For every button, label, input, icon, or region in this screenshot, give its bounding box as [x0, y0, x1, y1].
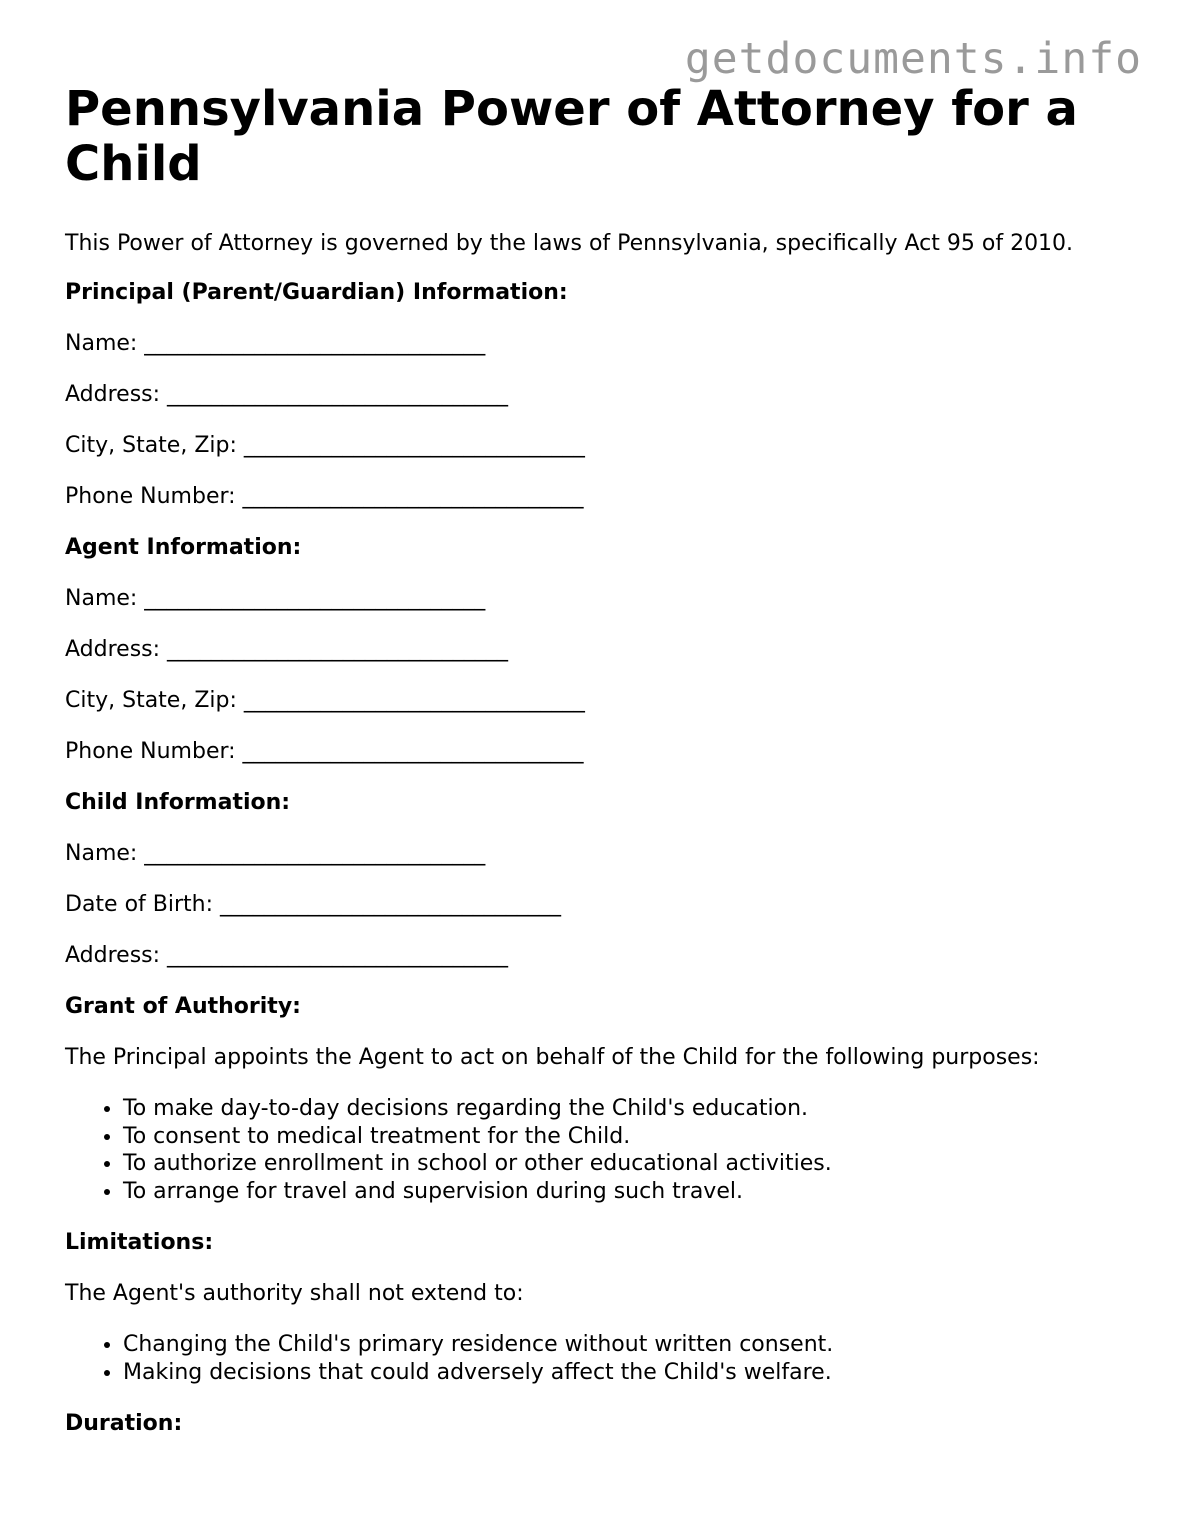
agent-address-field[interactable]: Address: _______________________________: [65, 637, 509, 662]
list-item: • To authorize enrollment in school or other educational activities.: [123, 1150, 1125, 1178]
agent-heading: Agent Information:: [65, 535, 302, 560]
grant-heading: Grant of Authority:: [65, 994, 301, 1019]
watermark: getdocuments.info: [684, 34, 1142, 84]
principal-name-field[interactable]: Name: _______________________________: [65, 331, 486, 356]
principal-address-field[interactable]: Address: _______________________________: [65, 382, 509, 407]
child-name-field[interactable]: Name: _______________________________: [65, 841, 486, 866]
list-item: • To arrange for travel and supervision during such travel.: [123, 1178, 1125, 1206]
agent-phone-field[interactable]: Phone Number: _______________________________: [65, 739, 584, 764]
list-item: • To consent to medical treatment for the Child.: [123, 1123, 1125, 1151]
grant-text: The Principal appoints the Agent to act on behalf of the Child for the following purposes:: [65, 1045, 1040, 1070]
intro-paragraph: This Power of Attorney is governed by the laws of Pennsylvania, specifically Act 95 of 2010.: [65, 231, 1074, 256]
list-item: • To make day-to-day decisions regarding the Child's education.: [123, 1095, 1125, 1123]
child-heading: Child Information:: [65, 790, 291, 815]
principal-phone-field[interactable]: Phone Number: _______________________________: [65, 484, 584, 509]
list-item: • Making decisions that could adversely affect the Child's welfare.: [123, 1359, 1125, 1387]
duration-heading: Duration:: [65, 1411, 183, 1436]
list-item: • Changing the Child's primary residence without written consent.: [123, 1331, 1125, 1359]
limitations-list: [65, 1331, 1125, 1386]
principal-heading: Principal (Parent/Guardian) Information:: [65, 280, 568, 305]
agent-name-field[interactable]: Name: _______________________________: [65, 586, 486, 611]
grant-list: [65, 1095, 1125, 1205]
limitations-heading: Limitations:: [65, 1230, 214, 1255]
limitations-text: The Agent's authority shall not extend to:: [65, 1281, 524, 1306]
agent-city-field[interactable]: City, State, Zip: _______________________________: [65, 688, 585, 713]
child-address-field[interactable]: Address: _______________________________: [65, 943, 509, 968]
document-title: Pennsylvania Power of Attorney for a Child: [65, 81, 1078, 192]
document: [65, 82, 1125, 1437]
principal-city-field[interactable]: City, State, Zip: _______________________________: [65, 433, 585, 458]
child-dob-field[interactable]: Date of Birth: _______________________________: [65, 892, 561, 917]
